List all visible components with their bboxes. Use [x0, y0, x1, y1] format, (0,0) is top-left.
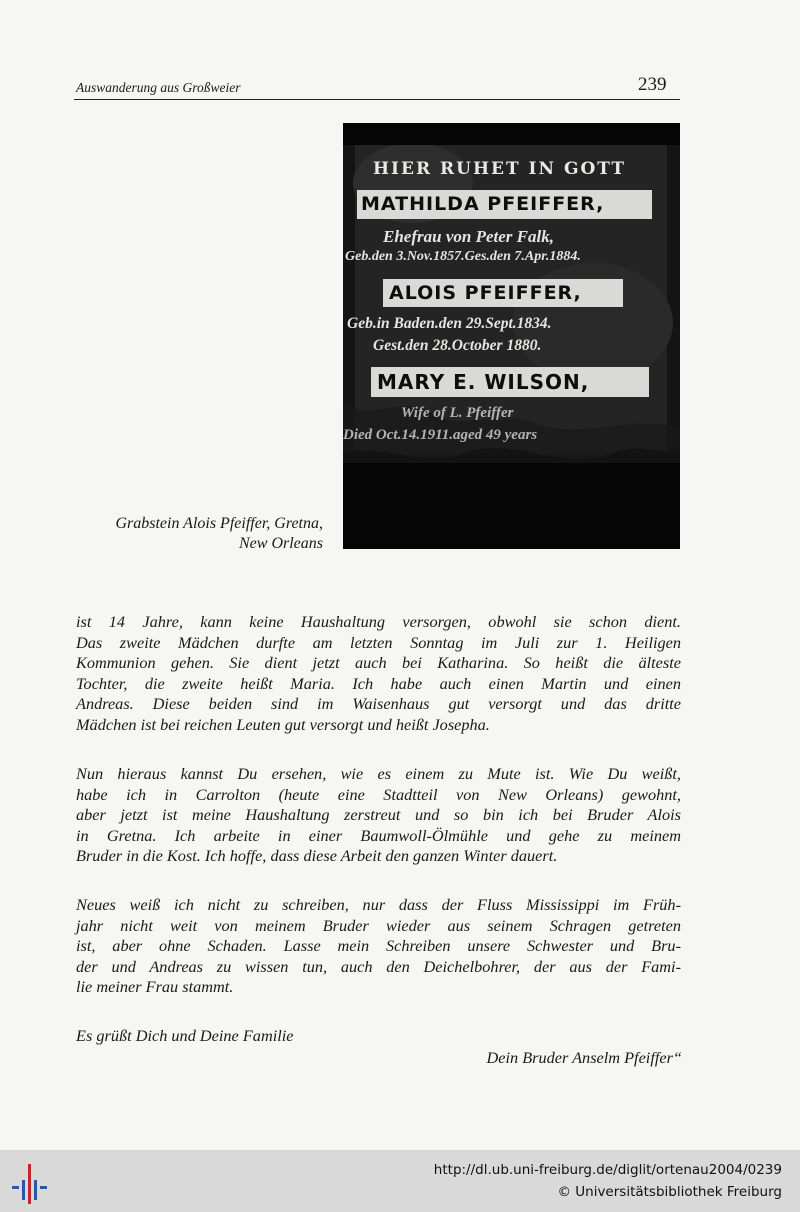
letter-greeting: Es grüßt Dich und Deine Familie	[76, 1026, 294, 1045]
viewer-footer	[0, 1150, 800, 1212]
page-number: 239	[638, 74, 667, 95]
text-line: Mädchen ist bei reichen Leuten gut versorgt und heißt Josepha.	[76, 714, 490, 734]
text-line: ist 14 Jahre, kann keine Haushaltung versorgen, obwohl sie schon dient.	[76, 612, 681, 631]
header-rule	[74, 99, 680, 100]
paragraph-3	[76, 895, 681, 998]
inscription-line: ALOIS PFEIFFER,	[389, 282, 582, 304]
text-line: Kommunion gehen. Sie dient jetzt auch bei Katharina. So heißt die älteste	[76, 653, 681, 673]
inscription-line: MATHILDA PFEIFFER,	[361, 193, 605, 215]
text-line: Neues weiß ich nicht zu schreiben, nur dass der Fluss Mississippi im Früh-	[76, 895, 681, 914]
text-line: Tochter, die zweite heißt Maria. Ich habe auch einen Martin und einen	[76, 673, 681, 693]
text-line: habe ich in Carrolton (heute eine Stadtteil von New Orleans) gewohnt,	[76, 784, 681, 804]
inscription-line: Geb.in Baden.den 29.Sept.1834.	[347, 315, 552, 332]
paragraph-1	[76, 612, 681, 736]
inscription-line: HIER RUHET IN GOTT	[373, 159, 626, 179]
letter-signature: Dein Bruder Anselm Pfeiffer“	[486, 1048, 682, 1067]
text-line: lie meiner Frau stammt.	[76, 977, 234, 997]
text-line: Das zweite Mädchen durfte am letzten Sonntag im Juli zur 1. Heiligen	[76, 632, 681, 652]
inscription-line: Died Oct.14.1911.aged 49 years	[343, 427, 538, 443]
inscription-line: Geb.den 3.Nov.1857.Ges.den 7.Apr.1884.	[345, 249, 581, 264]
inscription-line: MARY E. WILSON,	[377, 370, 590, 394]
text-line: jahr nicht weit von meinem Bruder wieder aus seinem Schragen getreten	[76, 915, 681, 935]
inscription-line: Gest.den 28.October 1880.	[373, 337, 542, 354]
text-line: aber jetzt ist meine Haushaltung zerstreut und so bin ich bei Bruder Alois	[76, 805, 681, 825]
running-header: Auswanderung aus Großweier	[76, 80, 241, 95]
paragraph-2	[76, 764, 681, 867]
figure-caption-line: Grabstein Alois Pfeiffer, Gretna,	[115, 515, 323, 532]
text-line: Bruder in die Kost. Ich hoffe, dass diese Arbeit den ganzen Winter dauert.	[76, 846, 558, 866]
permalink-link[interactable]: http://dl.ub.uni-freiburg.de/diglit/ortenau2004/0239	[433, 1162, 782, 1178]
inscription-line: Ehefrau von Peter Falk,	[383, 227, 554, 246]
text-line: ist, aber ohne Schaden. Lasse mein Schreiben unsere Schwester und Bru-	[76, 936, 681, 956]
text-line: in Gretna. Ich arbeite in einer Baumwoll-Ölmühle und gehe zu meinem	[76, 825, 681, 845]
text-line: Andreas. Diese beiden sind im Waisenhaus gut versorgt und das dritte	[76, 694, 681, 714]
ub-freiburg-logo-icon	[12, 1160, 52, 1204]
gravestone-texture	[343, 123, 680, 549]
copyright-notice: © Universitätsbibliothek Freiburg	[557, 1184, 782, 1200]
text-line: Nun hieraus kannst Du ersehen, wie es einem zu Mute ist. Wie Du weißt,	[76, 764, 681, 783]
figure-caption-line: New Orleans	[239, 535, 323, 552]
inscription-line: Wife of L. Pfeiffer	[401, 405, 514, 421]
gravestone-photo	[343, 123, 680, 549]
text-line: der und Andreas zu wissen tun, auch den Deichelbohrer, der aus der Fami-	[76, 956, 681, 976]
